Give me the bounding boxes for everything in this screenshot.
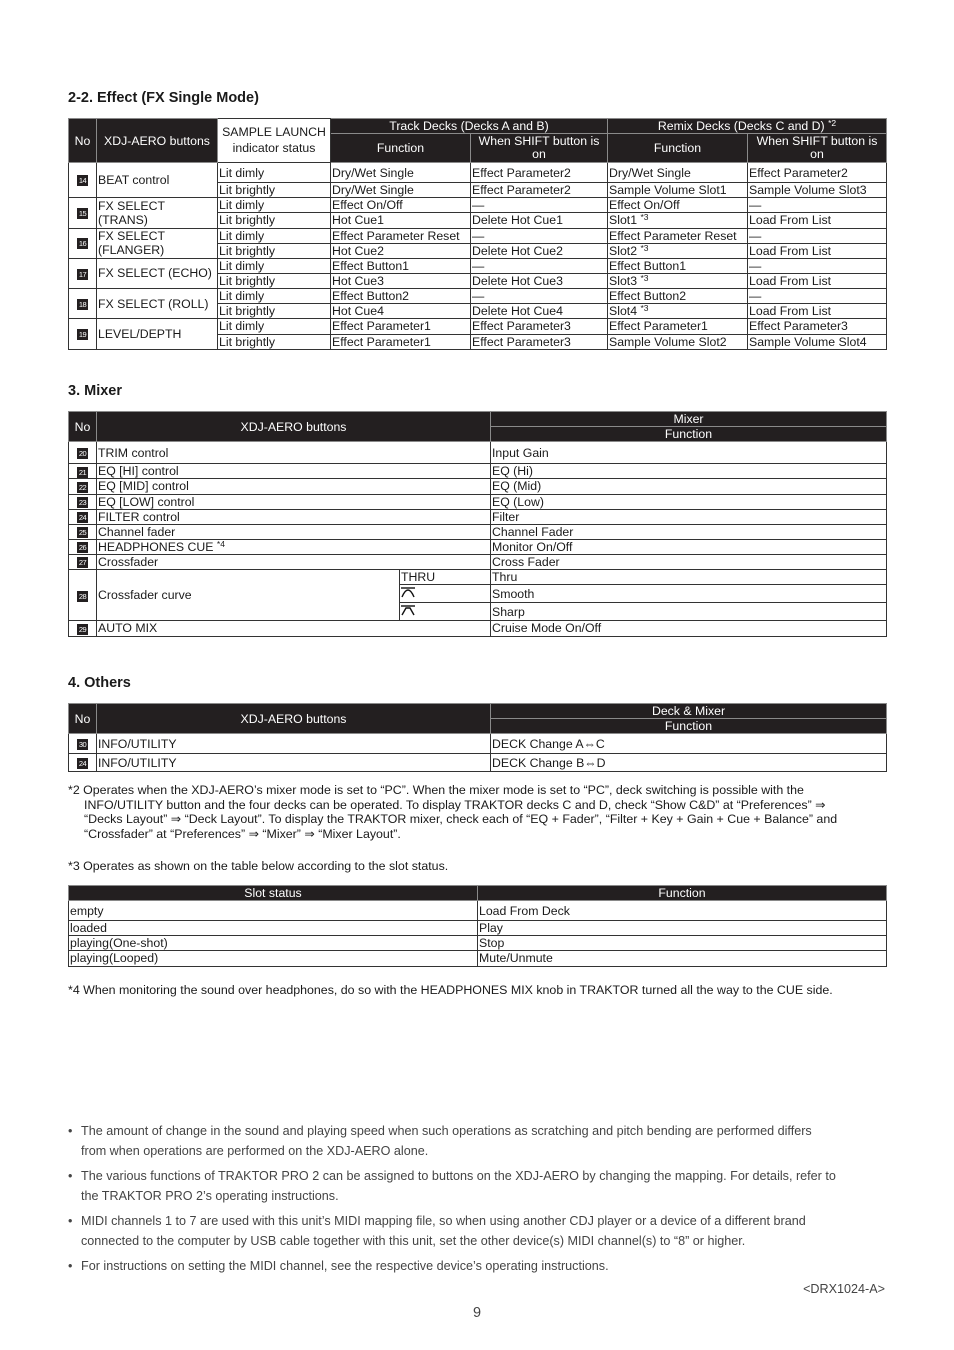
indicator-status: Lit dimly: [218, 228, 331, 243]
slot-function: Mute/Unmute: [478, 951, 887, 966]
track-shift-function: Delete Hot Cue3: [471, 273, 608, 288]
item-number-badge: 29: [78, 624, 87, 634]
table-row: [69, 509, 887, 524]
slot-status: loaded: [69, 921, 478, 936]
header-remix-decks: Remix Decks (Decks C and D) $^{*2}$: [608, 119, 887, 134]
item-number-badge: 24: [78, 758, 87, 768]
deck-mixer-function: DECK Change A⇔C: [491, 734, 887, 754]
item-number-badge: 22: [78, 482, 87, 492]
button-name: FX SELECT (ECHO): [97, 258, 218, 288]
button-name: [97, 509, 491, 524]
mixer-function: Cross Fader: [491, 555, 887, 570]
item-number-badge: 21: [78, 467, 87, 477]
remix-function: [608, 213, 748, 228]
slot-status: playing(Looped): [69, 951, 478, 966]
deck-mixer-function: DECK Change B⇔D: [491, 754, 887, 772]
remix-function-footnote-mark: *3: [640, 243, 649, 253]
track-function: Hot Cue3: [331, 273, 471, 288]
remix-shift-function: —: [748, 258, 887, 273]
list-item-line: • MIDI channels 1 to 7 are used with this unit’s MIDI mapping file, so when using another CDJ player or a device of a different brand: [81, 1214, 806, 1228]
notes-list: [68, 1121, 886, 1281]
table-row: [69, 621, 887, 636]
remix-shift-function: —: [748, 198, 887, 213]
remix-function: Dry/Wet Single: [608, 163, 748, 183]
remix-function-text: Slot3: [609, 273, 638, 288]
mixer-function: EQ (Mid): [491, 479, 887, 494]
list-item: [68, 1121, 886, 1161]
list-item-line: • For instructions on setting the MIDI channel, see the respective device’s operating instructions.: [81, 1259, 609, 1273]
item-number-badge: 14: [78, 176, 87, 186]
list-item: [68, 1211, 886, 1251]
track-shift-function: —: [471, 258, 608, 273]
table-row: [69, 936, 887, 951]
table-row: [69, 524, 887, 539]
track-function: Effect Parameter Reset: [331, 228, 471, 243]
indicator-status: Lit brightly: [218, 183, 331, 198]
curve-setting: THRU: [400, 570, 491, 585]
button-name-text: EQ [HI] control: [98, 464, 179, 479]
remix-function: Effect Parameter Reset: [608, 228, 748, 243]
track-shift-function: Effect Parameter2: [471, 163, 608, 183]
button-name: [97, 442, 491, 464]
indicator-status: Lit dimly: [218, 258, 331, 273]
track-shift-function: —: [471, 289, 608, 304]
slot-status: playing(One-shot): [69, 936, 478, 951]
header-slot-status: Slot status: [69, 886, 478, 901]
mixer-function: Thru: [491, 570, 887, 585]
table-row: [69, 198, 887, 213]
row-number: [69, 479, 97, 494]
table-row: [69, 258, 887, 273]
mixer-function: EQ (Low): [491, 494, 887, 509]
button-name: [97, 524, 491, 539]
indicator-status: Lit dimly: [218, 163, 331, 183]
row-number: [69, 734, 97, 754]
button-name-text: Channel fader: [98, 524, 176, 539]
remix-function: Effect Button2: [608, 289, 748, 304]
header-buttons: XDJ-AERO buttons: [97, 119, 218, 163]
header-function: Function: [478, 886, 887, 901]
button-name: INFO/UTILITY: [97, 754, 491, 772]
button-name: AUTO MIX: [97, 621, 491, 636]
remix-shift-function: Effect Parameter2: [748, 163, 887, 183]
button-name: FX SELECT (ROLL): [97, 289, 218, 319]
header-buttons: XDJ-AERO buttons: [97, 412, 491, 442]
button-name: FX SELECT (TRANS): [97, 198, 218, 228]
remix-shift-function: Sample Volume Slot3: [748, 183, 887, 198]
table-row: [69, 464, 887, 479]
section-title-others: 4. Others: [68, 675, 131, 691]
row-number: [69, 555, 97, 570]
footnote-mark: *4: [216, 539, 225, 549]
table-row: [69, 319, 887, 334]
others-table: [68, 703, 887, 772]
item-number-badge: 23: [78, 497, 87, 507]
list-item-line: from when operations are performed on the XDJ-AERO alone.: [81, 1144, 429, 1158]
button-name: [97, 494, 491, 509]
table-row: [69, 479, 887, 494]
section-title-mixer: 3. Mixer: [68, 383, 122, 399]
button-name-text: HEADPHONES CUE: [98, 539, 214, 554]
table-row: [69, 539, 887, 554]
track-shift-function: Delete Hot Cue1: [471, 213, 608, 228]
document-reference: <DRX1024-A>: [803, 1282, 885, 1296]
remix-function-footnote-mark: *3: [640, 303, 649, 314]
track-shift-function: Delete Hot Cue4: [471, 304, 608, 319]
row-number: [69, 570, 97, 621]
mixer-function: Cruise Mode On/Off: [491, 621, 887, 636]
slot-function: Play: [478, 921, 887, 936]
header-function: Function: [491, 427, 887, 442]
remix-shift-function: Effect Parameter3: [748, 319, 887, 334]
button-name: LEVEL/DEPTH: [97, 319, 218, 349]
remix-function: Sample Volume Slot1: [608, 183, 748, 198]
item-number-badge: 17: [78, 269, 87, 279]
remix-function-footnote-mark: *3: [640, 212, 649, 223]
remix-function: Effect Button1: [608, 258, 748, 273]
table-row: [69, 163, 887, 183]
item-number-badge: 18: [78, 299, 87, 309]
track-shift-function: Effect Parameter3: [471, 319, 608, 334]
header-mixer: Mixer: [491, 412, 887, 427]
section-title-effect: 2-2. Effect (FX Single Mode): [68, 90, 259, 106]
header-track-decks: Track Decks (Decks A and B): [331, 119, 608, 134]
slot-status: empty: [69, 901, 478, 921]
curve-setting: [400, 585, 491, 603]
list-item-line: connected to the computer by USB cable together with this unit, set the other device(s) MIDI channel(s) to “8” or higher.: [81, 1234, 746, 1248]
page-number: 9: [472, 1305, 482, 1321]
button-name-text: EQ [MID] control: [98, 479, 189, 494]
button-name-text: TRIM control: [98, 445, 169, 460]
header-no: No: [69, 119, 97, 163]
mixer-function: EQ (Hi): [491, 464, 887, 479]
sharp-curve-icon: [401, 605, 415, 619]
button-name: [97, 539, 491, 554]
header-sample-launch: SAMPLE LAUNCH indicator status: [218, 119, 331, 163]
table-row: [69, 570, 887, 585]
row-number: [69, 509, 97, 524]
slot-function: Load From Deck: [478, 901, 887, 921]
track-shift-function: —: [471, 198, 608, 213]
row-number: [69, 163, 97, 198]
remix-function-footnote-mark: *3: [640, 273, 649, 283]
row-number: [69, 258, 97, 288]
remix-shift-function: Load From List: [748, 304, 887, 319]
list-item: [68, 1166, 886, 1206]
remix-function: Effect On/Off: [608, 198, 748, 213]
mixer-function: Channel Fader: [491, 524, 887, 539]
track-function: Hot Cue2: [331, 243, 471, 258]
header-track-shift: When SHIFT button is on: [471, 134, 608, 163]
mixer-function: Smooth: [491, 585, 887, 603]
indicator-status: Lit brightly: [218, 213, 331, 228]
indicator-status: Lit brightly: [218, 304, 331, 319]
indicator-status: Lit brightly: [218, 273, 331, 288]
table-row: [69, 494, 887, 509]
item-number-badge: 28: [78, 591, 87, 601]
indicator-status: Lit dimly: [218, 289, 331, 304]
mixer-function: Monitor On/Off: [491, 539, 887, 554]
remix-shift-function: Load From List: [748, 273, 887, 288]
table-row: [69, 951, 887, 966]
button-name: Crossfader curve: [97, 570, 400, 621]
button-name-text: EQ [LOW] control: [98, 494, 195, 509]
remix-function-text: Slot2: [609, 243, 638, 258]
slot-status-table: [68, 885, 887, 967]
header-buttons: XDJ-AERO buttons: [97, 704, 491, 734]
table-row: [69, 921, 887, 936]
mixer-function: Filter: [491, 509, 887, 524]
item-number-badge: 15: [78, 209, 87, 219]
remix-function: Effect Parameter1: [608, 319, 748, 334]
row-number: [69, 524, 97, 539]
track-function: Effect Button1: [331, 258, 471, 273]
track-function: Dry/Wet Single: [331, 163, 471, 183]
header-deck-mixer: Deck & Mixer: [491, 704, 887, 719]
track-function: Effect Parameter1: [331, 319, 471, 334]
button-name: [97, 555, 491, 570]
track-function: Hot Cue1: [331, 213, 471, 228]
button-name: [97, 479, 491, 494]
remix-shift-function: Load From List: [748, 213, 887, 228]
track-shift-function: Effect Parameter2: [471, 183, 608, 198]
table-row: [69, 228, 887, 243]
track-shift-function: Delete Hot Cue2: [471, 243, 608, 258]
curve-setting: [400, 603, 491, 621]
slot-function: Stop: [478, 936, 887, 951]
row-number: [69, 754, 97, 772]
list-item-line: • The amount of change in the sound and playing speed when such operations as scratching and pitch bending are performed differs: [81, 1124, 812, 1138]
table-row: [69, 289, 887, 304]
track-function: Dry/Wet Single: [331, 183, 471, 198]
remix-function: [608, 304, 748, 319]
item-number-badge: 24: [78, 512, 87, 522]
row-number: [69, 442, 97, 464]
header-function: Function: [491, 719, 887, 734]
row-number: [69, 228, 97, 258]
button-name-text: Crossfader: [98, 555, 159, 570]
table-row: [69, 555, 887, 570]
item-number-badge: 27: [78, 558, 87, 568]
row-number: [69, 539, 97, 554]
smooth-curve-icon: [401, 587, 415, 601]
table-row: [69, 734, 887, 754]
row-number: [69, 464, 97, 479]
table-row: [69, 901, 887, 921]
button-name-text: FILTER control: [98, 509, 180, 524]
mixer-table: [68, 411, 887, 637]
row-number: [69, 198, 97, 228]
indicator-status: Lit dimly: [218, 319, 331, 334]
track-shift-function: Effect Parameter3: [471, 334, 608, 349]
remix-function-text: Slot1: [609, 213, 638, 228]
row-number: [69, 289, 97, 319]
footnote-2: *2 Operates when the XDJ-AERO’s mixer mode is set to “PC”. When the mixer mode is set to “PC”, deck switching is possible with the INFO/UTILITY button and the four decks can be operated. To display TRAKTOR decks C and D, check “Show C&D” at “Preferences” ⇒ “Decks Layout” ⇒ “Deck Layout”. To display the TRAKTOR mixer, check each of “EQ + Fader”, “Filter + Key + Gain + Cue + Balance” and “Crossfader” at “Preferences” ⇒ “Mixer” ⇒ “Mixer Layout”.: [68, 783, 838, 841]
item-number-badge: 16: [78, 239, 87, 249]
table-row: [69, 442, 887, 464]
header-remix-function: Function: [608, 134, 748, 163]
indicator-status: Lit brightly: [218, 243, 331, 258]
remix-shift-function: —: [748, 289, 887, 304]
effect-table: [68, 118, 887, 350]
row-number: [69, 494, 97, 509]
row-number: [69, 621, 97, 636]
remix-function: [608, 273, 748, 288]
remix-shift-function: —: [748, 228, 887, 243]
track-function: Hot Cue4: [331, 304, 471, 319]
item-number-badge: 20: [78, 448, 87, 458]
mixer-function: Sharp: [491, 603, 887, 621]
header-remix-shift: When SHIFT button is on: [748, 134, 887, 163]
list-item-line: • The various functions of TRAKTOR PRO 2 can be assigned to buttons on the XDJ-AERO by changing the mapping. For details, refer to: [81, 1169, 836, 1183]
indicator-status: Lit dimly: [218, 198, 331, 213]
track-function: Effect On/Off: [331, 198, 471, 213]
table-row: [69, 754, 887, 772]
header-track-function: Function: [331, 134, 471, 163]
list-item-line: the TRAKTOR PRO 2’s operating instructions.: [81, 1189, 339, 1203]
remix-function-text: Slot4: [609, 304, 638, 319]
button-name: BEAT control: [97, 163, 218, 198]
list-item: [68, 1256, 886, 1276]
remix-shift-function: Load From List: [748, 243, 887, 258]
button-name: FX SELECT (FLANGER): [97, 228, 218, 258]
remix-function: Sample Volume Slot2: [608, 334, 748, 349]
remix-function: [608, 243, 748, 258]
header-no: No: [69, 704, 97, 734]
footnote-4: *4 When monitoring the sound over headphones, do so with the HEADPHONES MIX knob in TRAKTOR turned all the way to the CUE side.: [68, 983, 833, 997]
remix-shift-function: Sample Volume Slot4: [748, 334, 887, 349]
header-no: No: [69, 412, 97, 442]
track-function: Effect Button2: [331, 289, 471, 304]
track-function: Effect Parameter1: [331, 334, 471, 349]
indicator-status: Lit brightly: [218, 334, 331, 349]
footnote-3: *3 Operates as shown on the table below according to the slot status.: [68, 859, 449, 873]
item-number-badge: 30: [78, 739, 87, 749]
item-number-badge: 19: [78, 330, 87, 340]
button-name: INFO/UTILITY: [97, 734, 491, 754]
mixer-function: Input Gain: [491, 442, 887, 464]
button-name: [97, 464, 491, 479]
track-shift-function: —: [471, 228, 608, 243]
row-number: [69, 319, 97, 349]
item-number-badge: 25: [78, 528, 87, 538]
item-number-badge: 26: [78, 543, 87, 553]
